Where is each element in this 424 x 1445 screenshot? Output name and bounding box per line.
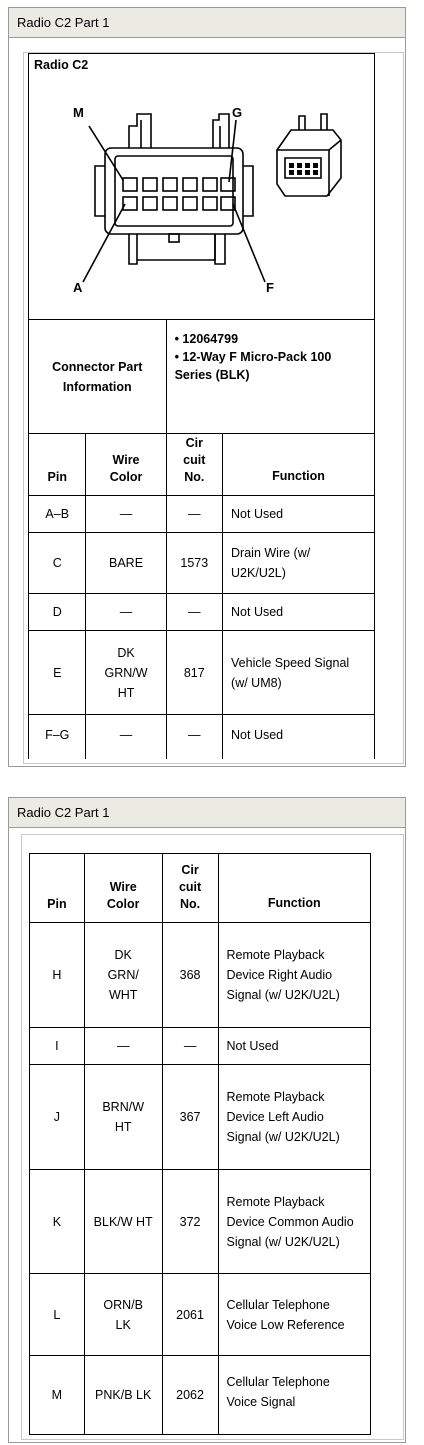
table-header-row	[30, 854, 371, 923]
cell-function: Cellular Telephone Voice Low Reference	[218, 1274, 371, 1356]
table-row	[29, 594, 375, 631]
label-g: G	[232, 105, 243, 120]
col-header-wire-color: Wire Color	[84, 854, 162, 923]
cell-pin: K	[30, 1170, 85, 1274]
cell-wire: —	[86, 715, 166, 760]
cell-wire: BARE	[86, 533, 166, 594]
cell-pin: D	[29, 594, 86, 631]
col-header-function: Function	[223, 434, 375, 496]
connector-table-continued	[29, 853, 371, 1435]
cell-circuit: 817	[166, 631, 222, 715]
cell-pin: L	[30, 1274, 85, 1356]
cell-pin: A–B	[29, 496, 86, 533]
table-row	[29, 715, 375, 760]
label-a: A	[73, 280, 83, 295]
figure-title: Radio C2	[34, 58, 89, 72]
table-row	[29, 631, 375, 715]
col-header-circuit: Cir cuit No.	[166, 434, 222, 496]
cell-circuit: 367	[162, 1065, 218, 1170]
table-row	[29, 496, 375, 533]
cell-wire: BLK/W HT	[84, 1170, 162, 1274]
cell-function: Cellular Telephone Voice Signal	[218, 1356, 371, 1435]
cell-pin: J	[30, 1065, 85, 1170]
connector-info-values	[166, 320, 374, 434]
cell-wire: ORN/B LK	[84, 1274, 162, 1356]
cell-function: Not Used	[218, 1028, 371, 1065]
table-row	[30, 923, 371, 1028]
panel-radio-c2-part1-a	[8, 7, 406, 767]
cell-circuit: 2062	[162, 1356, 218, 1435]
cell-circuit: —	[166, 715, 222, 760]
cell-function: Not Used	[223, 594, 375, 631]
cell-wire: DK GRN/W HT	[86, 631, 166, 715]
col-header-pin: Pin	[29, 434, 86, 496]
cell-circuit: 2061	[162, 1274, 218, 1356]
cell-wire: DK GRN/ WHT	[84, 923, 162, 1028]
cell-function: Remote Playback Device Common Audio Signal (w/ U2K/U2L)	[218, 1170, 371, 1274]
panel-header: Radio C2 Part 1	[9, 798, 405, 828]
cell-function: Vehicle Speed Signal (w/ UM8)	[223, 631, 375, 715]
table-wrap	[28, 53, 375, 759]
cell-pin: C	[29, 533, 86, 594]
col-header-pin: Pin	[30, 854, 85, 923]
cell-wire: —	[86, 594, 166, 631]
cell-function: Not Used	[223, 715, 375, 760]
cell-wire: —	[86, 496, 166, 533]
label-f: F	[266, 280, 274, 295]
cell-circuit: —	[166, 496, 222, 533]
bullet-item: • 12064799	[174, 332, 239, 346]
cell-circuit: 372	[162, 1170, 218, 1274]
table-row	[30, 1170, 371, 1274]
cell-circuit: 368	[162, 923, 218, 1028]
table-row	[29, 533, 375, 594]
cell-wire: PNK/B LK	[84, 1356, 162, 1435]
table-header-row	[29, 434, 375, 496]
cell-pin: I	[30, 1028, 85, 1065]
part-description: 12-Way F Micro-Pack 100 Series (BLK)	[174, 350, 332, 382]
connector-table	[28, 53, 375, 759]
panel-content	[23, 52, 404, 764]
connector-figure-cell	[29, 54, 375, 320]
col-header-wire-color: Wire Color	[86, 434, 166, 496]
cell-circuit: —	[162, 1028, 218, 1065]
cell-pin: H	[30, 923, 85, 1028]
table-row	[30, 1065, 371, 1170]
panel-header: Radio C2 Part 1	[9, 8, 405, 38]
cell-function: Remote Playback Device Right Audio Signal (w/ U2K/U2L)	[218, 923, 371, 1028]
col-header-circuit: Cir cuit No.	[162, 854, 218, 923]
part-number: 12064799	[182, 332, 239, 346]
cell-pin: M	[30, 1356, 85, 1435]
cell-function: Drain Wire (w/ U2K/U2L)	[223, 533, 375, 594]
table-row	[30, 1274, 371, 1356]
bullet-item: • 12-Way F Micro-Pack 100 Series (BLK)	[174, 350, 332, 382]
cell-circuit: 1573	[166, 533, 222, 594]
label-m: M	[73, 105, 84, 120]
cell-wire: —	[84, 1028, 162, 1065]
cell-pin: E	[29, 631, 86, 715]
col-header-function: Function	[218, 854, 371, 923]
cell-function: Not Used	[223, 496, 375, 533]
cell-function: Remote Playback Device Left Audio Signal (w/ U2K/U2L)	[218, 1065, 371, 1170]
table-row	[30, 1028, 371, 1065]
panel-content	[21, 834, 404, 1440]
connector-info-label: Connector Part Information	[29, 320, 167, 434]
cell-pin: F–G	[29, 715, 86, 760]
cell-circuit: —	[166, 594, 222, 631]
cell-wire: BRN/W HT	[84, 1065, 162, 1170]
table-row	[30, 1356, 371, 1435]
panel-radio-c2-part1-b	[8, 797, 406, 1443]
